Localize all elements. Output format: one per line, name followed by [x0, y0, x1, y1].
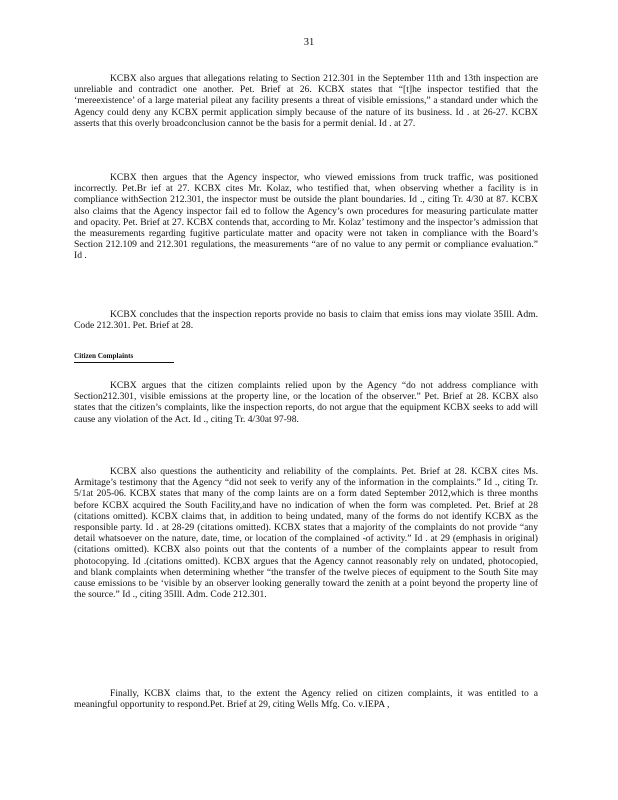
paragraph: KCBX also questions the authenticity and reliability of the complaints. Pet. Brief at 28. KCBX cites Ms. Armitage’s testimony that the Agency “did not seek to verify any of the information in the complaints.” Id ., citing Tr. 5/1at 205-06. KCBX states that many of the comp laints are on a form dated September 2012,which is three months before KCBX acquired the South Facility,and have no indication of when the form was completed. Pet. Brief at 28 (citations omitted). KCBX claims that, in addition to being undated, many of the forms do not identify KCBX as the responsible party. Id . at 28-29 (citations omitted). KCBX states that a majority of the complaints do not provide “any detail whatsoever on the nature, date, time, or location of the complained -of activity.” Id . at 29 (emphasis in original) (citations omitted). KCBX also points out that the contents of a number of the complaints appear to result from photocopying. Id .(citations omitted). KCBX argues that the Agency cannot reasonably rely on undated, photocopied, and blank complaints when determining whether “the transfer of the twelve pieces of equipment to the South Site may cause emissions to be ‘visible by an observer looking generally toward the zenith at a point beyond the property line of the source.” Id ., citing 35Ill. Adm. Code 212.301. — [74, 466, 538, 601]
paragraph: Finally, KCBX claims that, to the extent the Agency relied on citizen complaints, it was entitled to a meaningful opportunity to respond.Pet. Brief at 29, citing Wells Mfg. Co. v.IEPA , — [74, 688, 538, 711]
section-heading: Citizen Complaints — [74, 352, 174, 363]
paragraph: KCBX concludes that the inspection reports provide no basis to claim that emiss ions may violate 35Ill. Adm. Code 212.301. Pet. Brief at 28. — [74, 309, 538, 332]
paragraph: KCBX argues that the citizen complaints relied upon by the Agency “do not address compliance with Section212.301, visible emissions at the property line, or the location of the observer.” Pet. Brief at 28. KCBX also states that the citizen’s complaints, like the inspection reports, do not argue that the equipment KCBX seeks to add will cause any violation of the Act. Id ., citing Tr. 4/30at 97-98. — [74, 380, 538, 425]
page-number: 31 — [303, 37, 315, 48]
paragraph: KCBX also argues that allegations relating to Section 212.301 in the September 11th and 13th inspection are unreliable and contradict one another. Pet. Brief at 26. KCBX states that “[t]he inspector testified that the ‘mereexistence’ of a large material pileat any facility presents a threat of visible emissions,” a standard under which the Agency could deny any KCBX permit application simply because of the nature of its business. Id . at 26-27. KCBX asserts that this overly broadconclusion cannot be the basis for a permit denial. Id . at 27. — [74, 73, 538, 129]
paragraph: KCBX then argues that the Agency inspector, who viewed emissions from truck traffic, was positioned incorrectly. Pet.Br ief at 27. KCBX cites Mr. Kolaz, who testified that, when observing whether a facility is in compliance withSection 212.301, the inspector must be outside the plant boundaries. Id ., citing Tr. 4/30 at 87. KCBX also claims that the Agency inspector fail ed to follow the Agency’s own procedures for measuring particulate matter and opacity. Pet. Brief at 27. KCBX contends that, according to Mr. Kolaz’ testimony and the inspector’s admission that the measurements regarding fugitive particulate matter and opacity were not taken in compliance with the Board’s Section 212.109 and 212.301 regulations, the measurements “are of no value to any permit or compliance evaluation.” Id . — [74, 172, 538, 262]
